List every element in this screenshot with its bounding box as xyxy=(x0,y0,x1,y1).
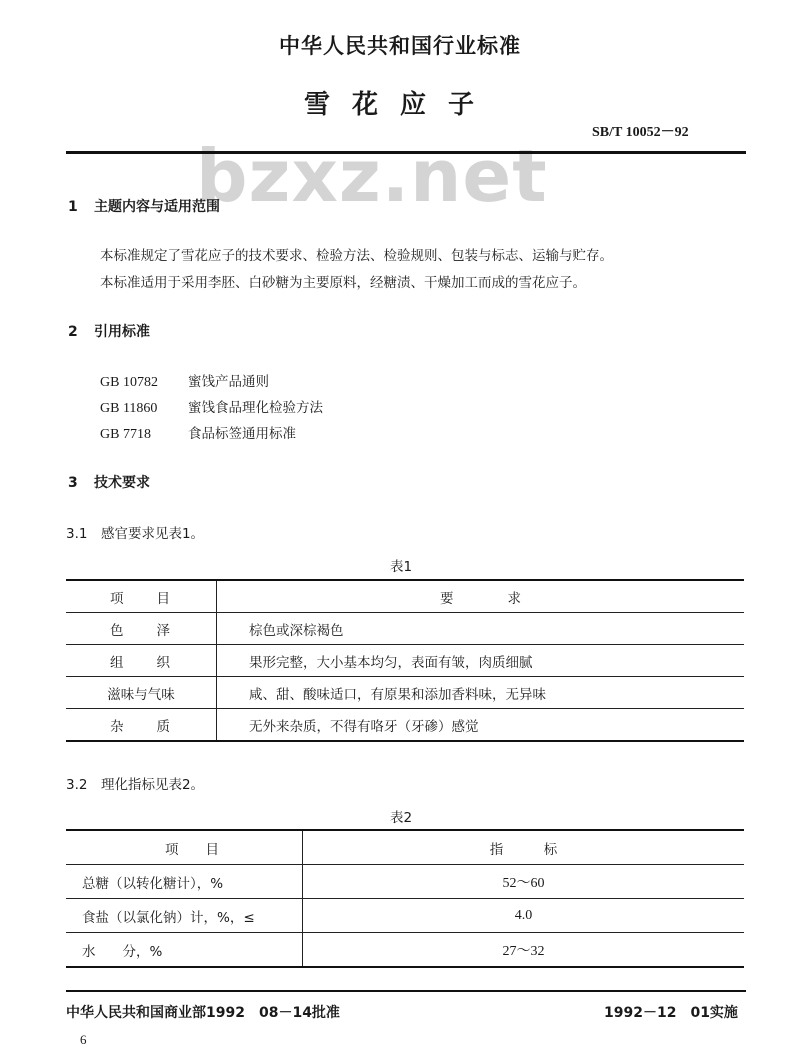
column-header: 项 目 xyxy=(66,830,303,865)
reference-item xyxy=(100,422,296,443)
table-cell: 27～32 xyxy=(502,943,545,959)
table2-caption: 表2 xyxy=(390,810,413,826)
table-cell: 食盐（以氯化钠）计，%，≤ xyxy=(66,899,303,933)
header-rule xyxy=(66,151,746,154)
table-cell: 4.0 xyxy=(514,907,533,923)
watermark: bzxz.net xyxy=(196,134,548,218)
table-cell: 棕色或深棕褐色 xyxy=(249,622,344,639)
section-2-heading xyxy=(68,321,150,341)
footer-rule xyxy=(66,990,746,992)
paragraph: 本标准适用于采用李胚、白砂糖为主要原料，经糖渍、干燥加工而成的雪花应子。 xyxy=(100,275,586,291)
reference-title: 蜜饯食品理化检验方法 xyxy=(188,400,323,416)
column-header: 项 目 xyxy=(66,580,217,613)
section-number: 3 xyxy=(68,475,78,491)
reference-title: 蜜饯产品通则 xyxy=(188,374,269,390)
section-3-heading xyxy=(68,472,150,492)
table-row xyxy=(66,709,744,742)
clause-3-1: 3.1 感官要求见表1。 xyxy=(66,526,205,542)
table-row xyxy=(66,677,744,709)
table-cell: 滋味与气味 xyxy=(66,677,217,709)
standard-number: SB/T 10052－92 xyxy=(592,125,689,140)
reference-title: 食品标签通用标准 xyxy=(188,426,296,442)
section-title: 主题内容与适用范围 xyxy=(94,199,220,215)
table-row xyxy=(66,899,744,933)
org-title: 中华人民共和国行业标准 xyxy=(279,34,521,58)
column-header: 要 求 xyxy=(440,590,521,607)
table-cell: 52～60 xyxy=(502,875,545,891)
section-number: 2 xyxy=(68,324,78,340)
section-number: 1 xyxy=(68,199,78,215)
section-title: 引用标准 xyxy=(94,324,150,340)
reference-code: GB 10782 xyxy=(100,375,158,390)
table-cell: 杂 质 xyxy=(66,709,217,742)
table1-caption: 表1 xyxy=(390,559,413,575)
table-cell: 果形完整，大小基本均匀，表面有皱，肉质细腻 xyxy=(249,654,533,671)
table-row xyxy=(66,613,744,645)
table-row xyxy=(66,645,744,677)
implementation-date: 1992－12 01实施 xyxy=(604,1005,738,1021)
section-title: 技术要求 xyxy=(94,475,150,491)
document-title: 雪花应子 xyxy=(303,90,496,120)
reference-item xyxy=(100,396,323,417)
table-row xyxy=(66,933,744,968)
reference-code: GB 11860 xyxy=(100,401,158,416)
section-1-heading xyxy=(68,196,220,216)
paragraph: 本标准规定了雪花应子的技术要求、检验方法、检验规则、包装与标志、运输与贮存。 xyxy=(100,248,613,264)
table-1-sensory xyxy=(66,579,744,742)
approval-note: 中华人民共和国商业部1992 08－14批准 xyxy=(66,1005,340,1021)
table-cell: 咸、甜、酸味适口，有原果和添加香料味，无异味 xyxy=(249,686,546,703)
table-cell: 色 泽 xyxy=(66,613,217,645)
table-cell: 总糖（以转化糖计），% xyxy=(66,865,303,899)
table-header-row xyxy=(66,580,744,613)
page-number: 6 xyxy=(80,1032,87,1047)
table-row xyxy=(66,865,744,899)
reference-item xyxy=(100,370,269,391)
table-cell: 水 分，% xyxy=(66,933,303,968)
clause-3-2: 3.2 理化指标见表2。 xyxy=(66,777,205,793)
table-2-physicochemical xyxy=(66,829,744,968)
table-cell: 无外来杂质，不得有咯牙（牙碜）感觉 xyxy=(249,718,479,735)
column-header: 指 标 xyxy=(489,841,558,858)
table-header-row xyxy=(66,830,744,865)
table-cell: 组 织 xyxy=(66,645,217,677)
reference-code: GB 7718 xyxy=(100,427,151,442)
